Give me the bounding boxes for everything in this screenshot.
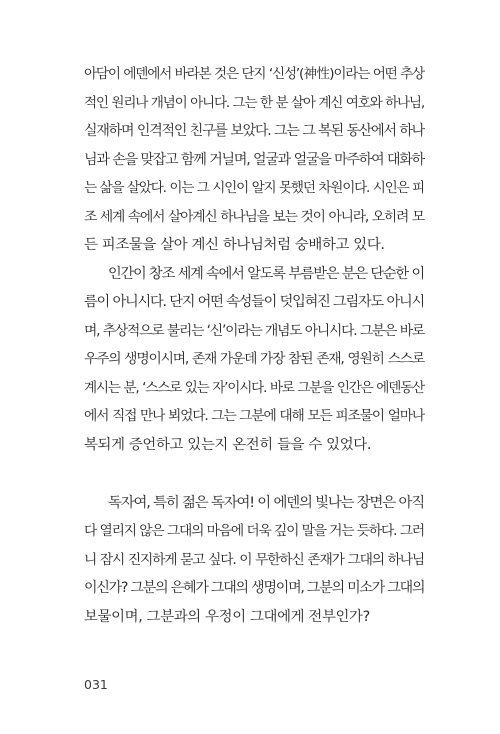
paragraph-2-line-2: 름이 아니시다. 단지 어떤 속성들이 덧입혀진 그림자도 아니시 [84, 294, 424, 310]
paragraph-2-line-6: 에서 직접 만나 뵈었다. 그는 그분에 대해 모든 피조물이 얼마나 [84, 408, 424, 424]
paragraph-1-line-6: 조 세계 속에서 살아계신 하나님을 보는 것이 아니라, 오히려 모 [84, 209, 424, 225]
paragraph-1-line-1: 아담이 에덴에서 바라본 것은 단지 ‘신성’(神性)이라는 어떤 추상 [84, 66, 424, 82]
page-number: 031 [84, 677, 108, 692]
paragraph-3-line-4: 이신가? 그분의 은혜가 그대의 생명이며, 그분의 미소가 그대의 [84, 580, 425, 596]
paragraph-2-line-7: 복되게 증언하고 있는지 온전히 들을 수 있었다. [84, 437, 372, 453]
paragraph-2-line-4: 우주의 생명이시며, 존재 가운데 가장 참된 존재, 영원히 스스로 [84, 351, 424, 367]
paragraph-1-line-7: 든 피조물을 살아 계신 하나님처럼 숭배하고 있다. [84, 237, 385, 253]
paragraph-3-line-2: 다 열리지 않은 그대의 마음에 더욱 깊이 말을 거는 듯하다. 그러 [84, 523, 424, 539]
paragraph-1-line-2: 적인 원리나 개념이 아니다. 그는 한 분 살아 계신 여호와 하나님, [84, 95, 424, 111]
paragraph-3-line-5: 보물이며, 그분과의 우정이 그대에게 전부인가? [84, 609, 370, 625]
paragraph-3-line-1: 독자여, 특히 젊은 독자여! 이 에덴의 빛나는 장면은 아직 [108, 495, 424, 511]
paragraph-2-line-5: 계시는 분, ‘스스로 있는 자’이시다. 바로 그분을 인간은 에덴동산 [84, 380, 424, 396]
paragraph-3-line-3: 니 잠시 진지하게 묻고 싶다. 이 무한하신 존재가 그대의 하나님 [84, 552, 424, 568]
paragraph-1-line-4: 님과 손을 맞잡고 함께 거닐며, 얼굴과 얼굴을 마주하여 대화하 [84, 152, 424, 168]
paragraph-2-line-1: 인간이 창조 세계 속에서 알도록 부름받은 분은 단순한 이 [108, 266, 424, 282]
paragraph-2-line-3: 며, 추상적으로 불리는 ‘신’이라는 개념도 아니시다. 그분은 바로 [84, 323, 424, 339]
paragraph-1-line-3: 실재하며 인격적인 친구를 보았다. 그는 그 복된 동산에서 하나 [84, 123, 424, 139]
paragraph-1-line-5: 는 삶을 살았다. 이는 그 시인이 알지 못했던 차원이다. 시인은 피 [84, 180, 424, 196]
